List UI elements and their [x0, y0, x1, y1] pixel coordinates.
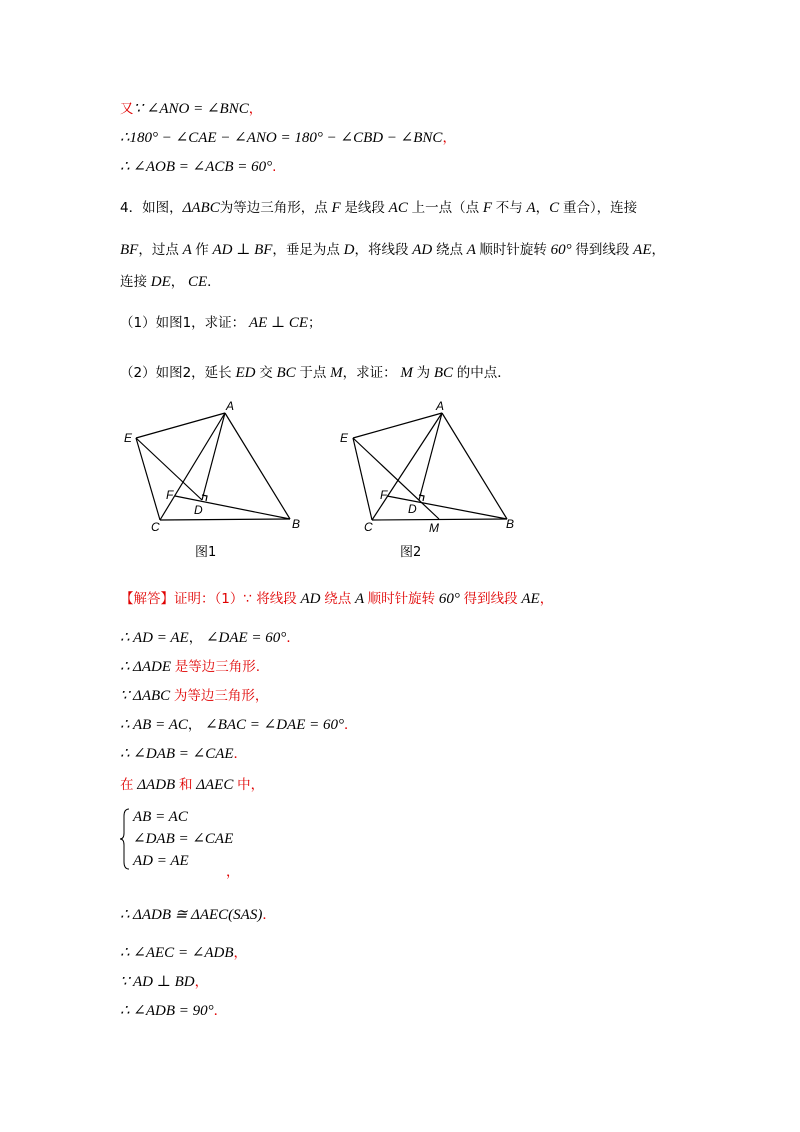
solution-step-7 [120, 905, 276, 925]
prev-line-1-prefix: 又 [120, 101, 134, 117]
text-run: ∴ ∠ADB = 90° [120, 1003, 214, 1019]
text-run: ． [233, 746, 248, 762]
text-run: F [327, 200, 345, 216]
text-run: ． [262, 907, 276, 923]
solution-step-1 [120, 628, 300, 648]
text-run: 是等边三角形. [174, 659, 261, 675]
text-run: ΔABC [182, 200, 220, 216]
text-run: ∴ AB = AC [120, 717, 188, 733]
text-run: 重合），连接 [562, 200, 638, 216]
text-run: （2）如图2，延长 [120, 365, 232, 381]
text-run: ． [213, 1003, 228, 1019]
text-run: 【解答】证明：（1）∵ 将线段 [120, 591, 297, 607]
text-run: AD [296, 591, 325, 607]
solution-step-3 [120, 686, 268, 706]
question-2 [120, 363, 511, 383]
solution-step-5 [120, 744, 247, 764]
text-run: 绕点 [436, 242, 464, 258]
segment-FB [387, 496, 507, 519]
text-run: 得到线段 [575, 242, 630, 258]
figure-2-svg [335, 395, 535, 535]
label-B: B [292, 517, 301, 531]
text-run: AE ⊥ CE [245, 315, 309, 331]
text-run: ，求证： [342, 365, 397, 381]
label-D: D [194, 503, 203, 517]
text-run: M [396, 365, 417, 381]
figure-1-svg [118, 395, 318, 535]
label-C: C [364, 520, 373, 534]
prev-line-2-punct: ， [442, 130, 456, 146]
text-run: ， [535, 200, 550, 216]
figure-1-caption: 图1 [195, 545, 217, 560]
text-run: 60° [546, 242, 576, 258]
figure-1 [118, 395, 318, 535]
label-E: E [340, 431, 349, 445]
prev-line-1 [120, 99, 262, 119]
label-M: M [429, 521, 439, 535]
text-run: ， [651, 242, 665, 258]
text-run: 的中点． [456, 365, 511, 381]
solution-step-2 [120, 657, 260, 677]
text-run: 60° [435, 591, 464, 607]
text-run: ∴ ∠DAB = ∠CAE [120, 746, 234, 762]
text-run: ，将线段 [354, 242, 409, 258]
prev-line-2 [120, 128, 456, 148]
prev-line-3-math: ∴ ∠AOB = ∠ACB = 60° [120, 159, 273, 175]
system-brace [120, 808, 130, 870]
text-run: ΔADB [133, 777, 179, 793]
text-run: （1）如图1，求证： [120, 315, 246, 331]
text-run: AD ⊥ BF [208, 242, 273, 258]
problem-line-2 [120, 240, 665, 260]
text-run: AD [408, 242, 437, 258]
segment-AD [419, 413, 442, 500]
text-run: 4．如图， [120, 200, 183, 216]
label-E: E [124, 431, 133, 445]
text-run: ED [231, 365, 260, 381]
text-run: ∠DAE = 60° [202, 630, 287, 646]
text-run: ， [539, 591, 554, 607]
text-run: A [522, 200, 536, 216]
text-run: DE [147, 274, 171, 290]
solution-step-8 [120, 943, 247, 963]
segment-AB [225, 413, 290, 519]
text-run: AE [629, 242, 652, 258]
text-run: 是线段 [344, 200, 385, 216]
text-run: ∴ ΔADE [120, 659, 175, 675]
segment-EM [353, 438, 439, 519]
segment-CB [372, 519, 507, 520]
label-C: C [151, 520, 160, 534]
text-run: 顺时针旋转 [479, 242, 547, 258]
system-punct: ， [226, 864, 240, 880]
text-run: ∴ AD = AE [120, 630, 189, 646]
text-run: AC [384, 200, 412, 216]
prev-line-3-punct: . [272, 159, 277, 175]
solution-step-4 [120, 715, 358, 735]
label-D: D [408, 502, 417, 516]
segment-EC [353, 438, 372, 520]
text-run: ， [233, 945, 248, 961]
label-A: A [226, 399, 235, 413]
text-run: ∵ ΔABC [120, 688, 174, 704]
segment-AD [202, 413, 225, 500]
segment-CB [160, 519, 290, 520]
question-1 [120, 313, 322, 333]
text-run: 绕点 [324, 591, 352, 607]
text-run: ； [308, 315, 322, 331]
text-run: 为 [416, 365, 431, 381]
text-run: 作 [195, 242, 209, 258]
text-run: A [463, 242, 480, 258]
label-A: A [436, 399, 445, 413]
text-run: BC [430, 365, 457, 381]
text-run: AE [517, 591, 540, 607]
text-run: ，过点 [138, 242, 179, 258]
solution-step-10 [120, 1001, 227, 1021]
text-run: ， [187, 717, 202, 733]
text-run: 于点 [299, 365, 327, 381]
system-eq-3: AD = AE [133, 853, 189, 869]
prev-line-2-math: ∴180° − ∠CAE − ∠ANO = 180° − ∠CBD − ∠BNC [120, 130, 443, 146]
segment-EC [136, 438, 160, 520]
text-run: ， [170, 274, 185, 290]
figure-2-caption: 图2 [400, 545, 422, 560]
text-run: ，垂足为点 [272, 242, 340, 258]
solution-step-6 [120, 775, 264, 795]
text-run: 交 [259, 365, 273, 381]
problem-line-1 [120, 198, 637, 218]
text-run: 中， [237, 777, 265, 793]
problem-line-3 [120, 272, 221, 292]
text-run: CE [184, 274, 208, 290]
text-run: M [326, 365, 343, 381]
text-run: 在 [120, 777, 134, 793]
prev-line-3 [120, 157, 276, 177]
text-run: ， [188, 630, 203, 646]
prev-line-1-punct: ， [248, 101, 263, 117]
text-run: ． [207, 274, 221, 290]
text-run: 为等边三角形，点 [219, 200, 328, 216]
text-run: ． [286, 630, 300, 646]
text-run: F [479, 200, 496, 216]
text-run: 得到线段 [463, 591, 518, 607]
text-run: ∵ AD ⊥ BD [120, 974, 195, 990]
solution-header [120, 589, 553, 609]
system-eq-2: ∠DAB = ∠CAE [133, 831, 234, 847]
text-run: 顺时针旋转 [367, 591, 436, 607]
text-run: 为等边三角形， [173, 688, 269, 704]
text-run: 连接 [120, 274, 147, 290]
system-eq-1: AB = AC [133, 809, 188, 825]
segment-FB [175, 496, 290, 519]
text-run: ∠BAC = ∠DAE = 60° [201, 717, 344, 733]
text-run: 不与 [495, 200, 523, 216]
text-run: C [549, 200, 563, 216]
label-B: B [506, 517, 515, 531]
text-run: ， [194, 974, 209, 990]
solution-step-9 [120, 972, 208, 992]
text-run: ∴ ΔADB ≅ ΔAEC(SAS) [120, 907, 263, 923]
text-run: 上一点（点 [411, 200, 480, 216]
prev-line-1-math: ∵ ∠ANO = ∠BNC [133, 101, 249, 117]
text-run: ． [344, 717, 358, 733]
label-F: F [380, 488, 388, 502]
text-run: 和 [178, 777, 193, 793]
text-run: BF [120, 242, 139, 258]
text-run: A [178, 242, 196, 258]
text-run: ∴ ∠AEC = ∠ADB [120, 945, 234, 961]
text-run: A [351, 591, 368, 607]
label-F: F [166, 488, 174, 502]
segment-AB [442, 413, 507, 519]
text-run: D [339, 242, 355, 258]
text-run: ΔAEC [192, 777, 238, 793]
figure-2 [335, 395, 535, 535]
text-run: BC [272, 365, 300, 381]
